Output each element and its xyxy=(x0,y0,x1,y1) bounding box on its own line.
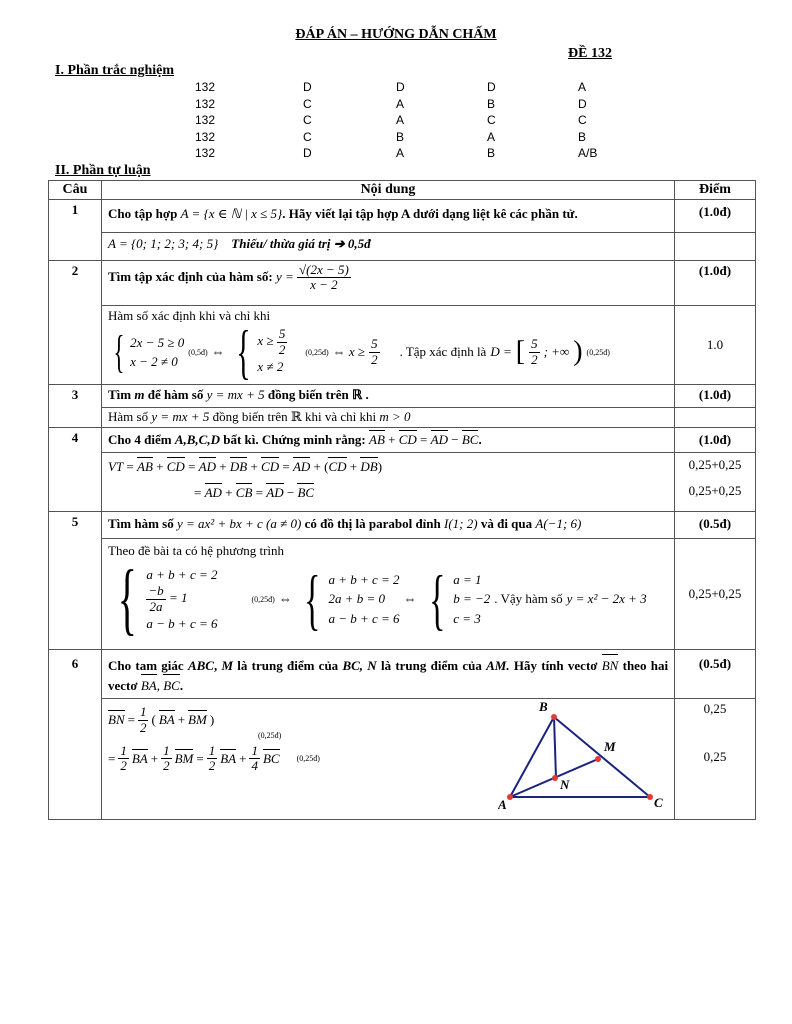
q4-points: (1.0đ) xyxy=(675,428,756,453)
q3-question: Tìm m để hàm số y = mx + 5 đồng biến trên ℝ . xyxy=(102,385,675,408)
exam-code: ĐỀ 132 xyxy=(568,46,612,61)
mc-exam-code: 132 xyxy=(195,129,216,144)
q3-question-row xyxy=(49,385,756,408)
mc-answer: B xyxy=(578,129,587,144)
label-c: C xyxy=(654,795,663,811)
mc-answer: D xyxy=(578,96,587,111)
q5-number: 5 xyxy=(49,512,102,650)
q1-number: 1 xyxy=(49,200,102,261)
mc-exam-code: 132 xyxy=(195,146,216,160)
q2-question: Tìm tập xác định của hàm số: y = $\frac{√(2x - 5)}{x - 2}$ xyxy=(102,261,675,306)
q5-answer-points: 0,25+0,25 xyxy=(675,539,756,650)
q4-number: 4 xyxy=(49,428,102,512)
q4-answer-points: 0,25+0,25 0,25+0,25 xyxy=(675,453,756,512)
q6-question-row xyxy=(49,650,756,699)
mc-answer: D xyxy=(303,80,312,94)
mc-answer: A xyxy=(396,113,405,127)
mc-answer: A xyxy=(578,80,587,94)
mc-exam-code: 132 xyxy=(195,80,216,94)
q1-points: (1.0đ) xyxy=(675,200,756,233)
col-header-points: Điểm xyxy=(675,181,756,200)
q3-points: (1.0đ) xyxy=(675,385,756,408)
mc-answer: A xyxy=(487,129,496,144)
q1-answer: A = {0; 1; 2; 3; 4; 5} Thiếu/ thừa giá trị ➔ 0,5đ xyxy=(102,233,675,261)
point-b xyxy=(551,714,557,720)
q6-answer-row xyxy=(49,699,756,820)
mc-exam-code: 132 xyxy=(195,113,216,127)
point-m xyxy=(595,756,601,762)
mc-answer: A xyxy=(396,96,405,111)
section1-title: I. Phần trắc nghiệm xyxy=(55,63,174,78)
mc-answer: B xyxy=(396,129,405,144)
label-n: N xyxy=(560,777,570,793)
mc-answer: A/B xyxy=(578,146,598,160)
mc-answer: B xyxy=(487,96,496,111)
q3-number: 3 xyxy=(49,385,102,428)
col-header-content: Nội dung xyxy=(102,181,675,200)
mc-answer: D xyxy=(487,80,496,94)
q2-question-row xyxy=(49,261,756,306)
page-title: ĐÁP ÁN – HƯỚNG DẪN CHẤM xyxy=(295,27,497,42)
mc-answer: C xyxy=(487,113,496,127)
q1-question-row xyxy=(49,200,756,233)
mc-answer: A xyxy=(396,146,405,160)
mc-answer: D xyxy=(396,80,405,94)
label-a: A xyxy=(498,797,507,813)
q6-number: 6 xyxy=(49,650,102,820)
q2-answer-row xyxy=(49,306,756,385)
q4-question: Cho 4 điểm A,B,C,D bất kì. Chứng minh rằng: AB + CD = AD − BC. xyxy=(102,428,675,453)
label-m: M xyxy=(604,739,616,755)
section2-title: II. Phần tự luận xyxy=(55,163,151,178)
mc-exam-code: 132 xyxy=(195,96,216,111)
essay-table xyxy=(48,180,756,820)
label-b: B xyxy=(539,699,548,715)
q5-question: Tìm hàm số y = ax² + bx + c (a ≠ 0) có đồ thị là parabol đỉnh I(1; 2) và đi qua A(−1; 6) xyxy=(102,512,675,539)
header-row xyxy=(49,181,756,200)
q5-points: (0.5đ) xyxy=(675,512,756,539)
q5-question-row xyxy=(49,512,756,539)
point-a xyxy=(507,794,513,800)
q4-answer-row xyxy=(49,453,756,512)
q4-question-row xyxy=(49,428,756,453)
q6-points: (0.5đ) xyxy=(675,650,756,699)
q1-note: Thiếu/ thừa giá trị ➔ 0,5đ xyxy=(231,236,371,251)
triangle-abc xyxy=(510,717,650,797)
q4-answer: VT = AB + CD = AD + DB + CD = AD + (CD + DB) = AD + CB = AD − BC xyxy=(102,453,675,512)
q2-answer: Hàm số xác định khi và chỉ khi { 2x − 5 ≥ 0 x − 2 ≠ 0 (0,5đ) ⇔ { x ≥ $\frac{5}{2}$ x ≠ 2 (0,25đ) ⇔ x ≥ $\frac{5}{2}$ . Tập xác định là D = [ $\frac{5}{2}$ ; +∞ ) (0,25đ) xyxy=(102,306,675,385)
q5-answer-row xyxy=(49,539,756,650)
point-n xyxy=(552,775,558,781)
point-c xyxy=(647,794,653,800)
segment-bn xyxy=(554,717,556,778)
mc-answer: C xyxy=(578,113,587,127)
q6-answer: BN = $\frac{1}{2}$ ( BA + BM ) (0,25đ) = $\frac{1}{2}$ BA + $\frac{1}{2}$ BM = $\frac{1}{2}$ BA + $\frac{1}{4}$ BC (0,25đ) B M N A C xyxy=(102,699,675,820)
q1-answer-row xyxy=(49,233,756,261)
q5-answer: Theo đề bài ta có hệ phương trình { a + b + c = 2 $\frac{-b}{2a}$ = 1 a − b + c = 6 (0,25đ) ⇔ { a + b + c = 2 2a + b = 0 a − b + c = 6 ⇔ { a = 1 b = −2 c = 3 . Vậy hàm số y = x² − 2x + 3 xyxy=(102,539,675,650)
q2-answer-points: 1.0 xyxy=(675,306,756,385)
mc-answer: D xyxy=(303,146,312,160)
q6-answer-points: 0,25 0,25 xyxy=(675,699,756,820)
q6-question: Cho tam giác ABC, M là trung điểm của BC, N là trung điểm của AM. Hãy tính vectơ BN theo hai vectơ BA, BC. xyxy=(102,650,675,699)
mc-answer: C xyxy=(303,113,312,127)
q3-answer-row xyxy=(49,408,756,428)
mc-answer: C xyxy=(303,129,312,144)
triangle-figure xyxy=(498,699,698,815)
q2-points: (1.0đ) xyxy=(675,261,756,306)
q3-answer: Hàm số y = mx + 5 đồng biến trên ℝ khi và chỉ khi m > 0 xyxy=(102,408,675,428)
mc-answer: C xyxy=(303,96,312,111)
q1-question: Cho tập hợp A = {x ∈ ℕ | x ≤ 5}. Hãy viết lại tập hợp A dưới dạng liệt kê các phần tử. xyxy=(102,200,675,233)
col-header-question: Câu xyxy=(49,181,102,200)
mc-answer: B xyxy=(487,146,496,160)
q2-number: 2 xyxy=(49,261,102,385)
